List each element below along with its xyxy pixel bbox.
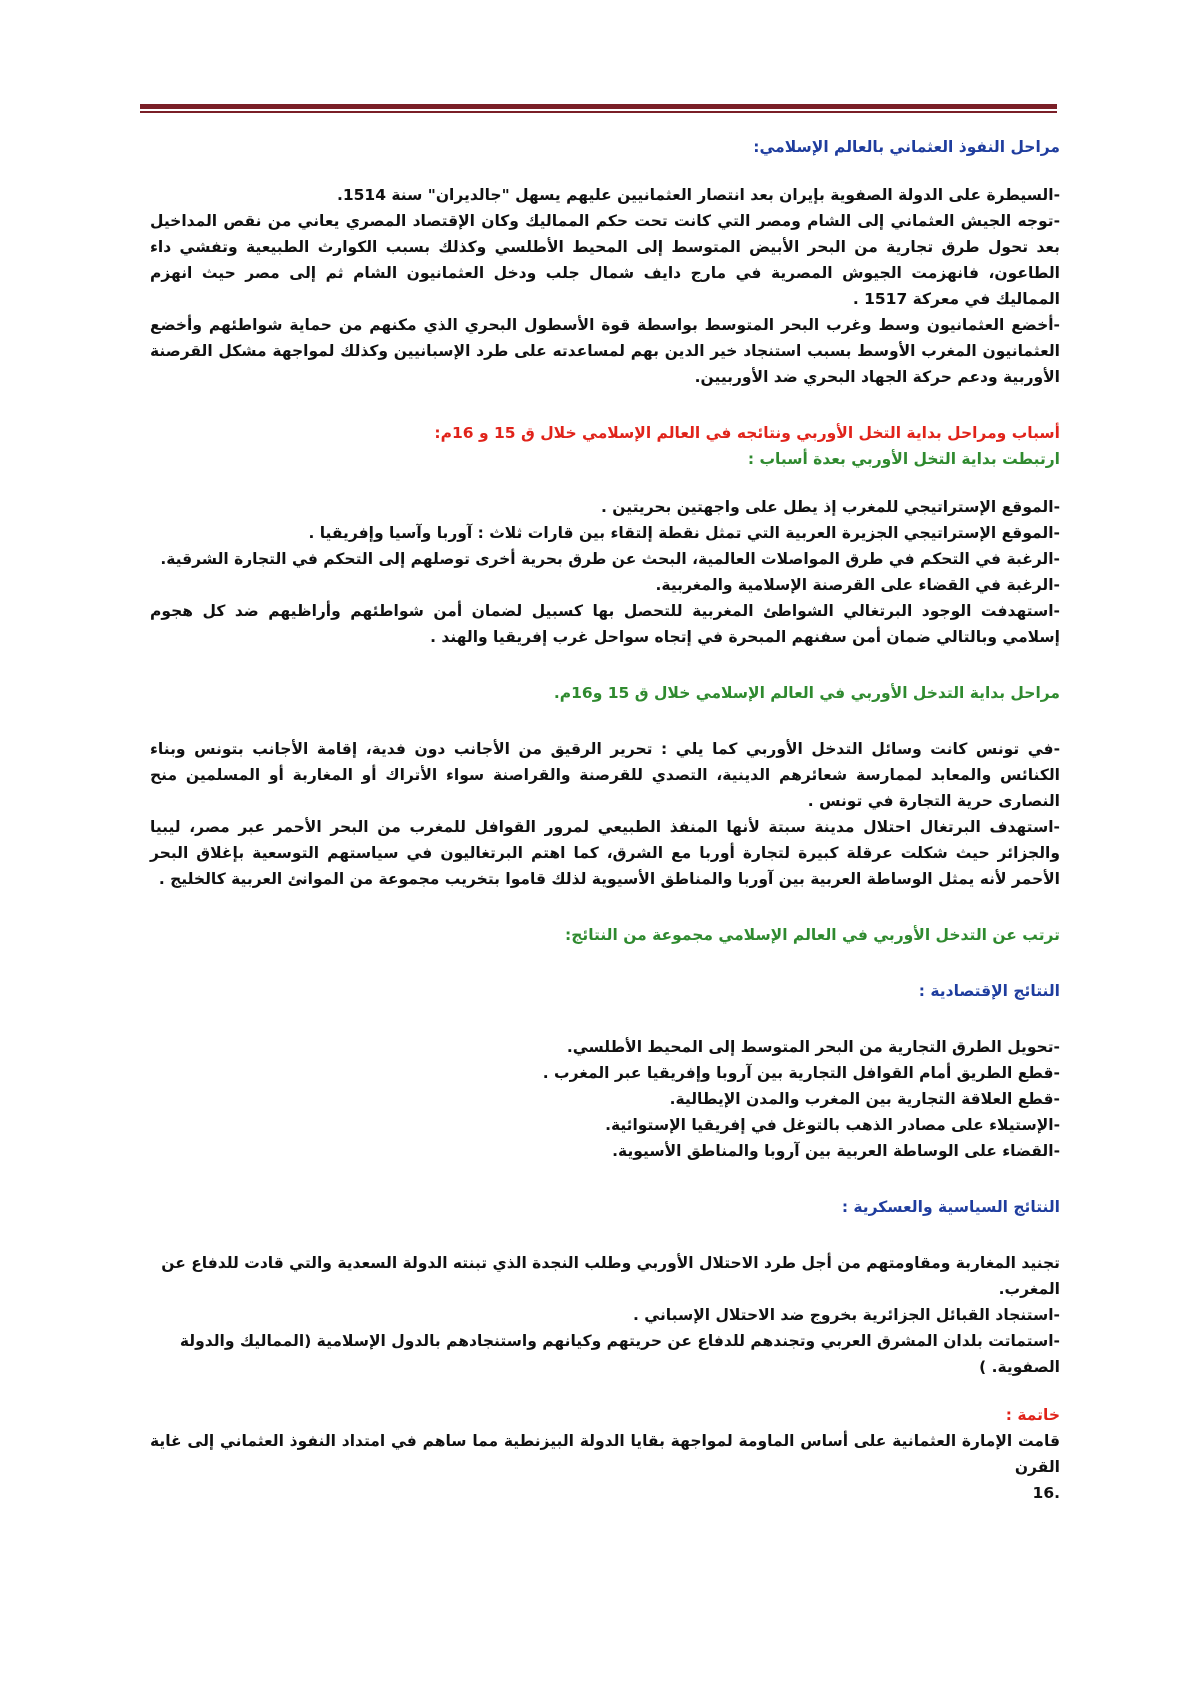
list-item: -قطع الطريق أمام القوافل التجارية بين آروبا وإفريقيا عبر المغرب . xyxy=(542,1064,1060,1082)
list-item: -الموقع الإستراتيجي للمغرب إذ يطل على واجهتين بحريتين . xyxy=(601,498,1060,516)
causes-list xyxy=(150,494,1060,598)
list-item: -استنجاد القبائل الجزائرية بخروج ضد الاحتلال الإسباني . xyxy=(633,1306,1060,1324)
list-item: -تحويل الطرق التجارية من البحر المتوسط إلى المحيط الأطلسي. xyxy=(566,1038,1060,1056)
section-heading-results: ترتب عن التدخل الأوربي في العالم الإسلامي مجموعة من النتائج: xyxy=(565,926,1060,944)
paragraph-tunisia: -في تونس كانت وسائل التدخل الأوربي كما يلي : تحرير الرقيق من الأجانب دون فدية، إقامة الأجانب بتونس وبناء الكنائس والمعابد لممارسة شعائرهم الدينية، التصدي للقرصنة والقراصنة سواء الأتراك أو المغاربة أو المسلمين منح النصارى حرية التجارة في تونس . xyxy=(150,740,1060,810)
paragraph-safavid: -السيطرة على الدولة الصفوية بإيران بعد انتصار العثمانيين عليهم يسهل "جالديران" سنة 1514. xyxy=(336,186,1060,204)
header-rule-thick xyxy=(140,104,1057,109)
list-item: -الرغبة في التحكم في طرق المواصلات العالمية، البحث عن طرق بحرية أخرى توصلهم إلى التحكم في التجارة الشرقية. xyxy=(160,550,1060,568)
list-item: -الموقع الإستراتيجي الجزيرة العربية التي تمثل نقطة إلتقاء بين قارات ثلاث : آوربا وآسيا وإفريقيا . xyxy=(308,524,1060,542)
paragraph-mediterranean: -أخضع العثمانيون وسط وغرب البحر المتوسط بواسطة قوة الأسطول البحري الذي مكنهم من حماية شواطئهم وأخضع العثمانيون المغرب الأوسط بسبب استنجاد خير الدين بهم لمساعدته على طرد الإسبانيين وكذلك لمواجهة مشكل القرصنة الأوربية ودعم حركة الجهاد البحري ضد الأوربيين. xyxy=(150,316,1060,386)
paragraph-sham-egypt: -توجه الجيش العثماني إلى الشام ومصر التي كانت تحت حكم المماليك وكان الإقتصاد المصري يعاني من نقص المداخيل بعد تحول طرق تجارية من البحر الأبيض المتوسط إلى المحيط الأطلسي وكذلك بسبب الكوارث الطبيعية وتفشي داء الطاعون، فانهزمت الجيوش المصرية في مارج دايف شمال جلب ودخل العثمانيون الشام ثم إلى مصر حيث انهزم المماليك في معركة 1517 . xyxy=(150,212,1060,308)
list-item: -الرغبة في القضاء على القرصنة الإسلامية والمغربية. xyxy=(655,576,1060,594)
section-heading-ottoman-stages: مراحل النفوذ العثماني بالعالم الإسلامي: xyxy=(753,138,1060,156)
conclusion-century: .16 xyxy=(1032,1484,1060,1502)
document-body xyxy=(150,134,1060,1506)
list-item: -استماتت بلدان المشرق العربي وتجندهم للدفاع عن حريتهم وكيانهم واستنجادهم بالدول الإسلامية (المماليك والدولة الصفوية. ) xyxy=(179,1332,1060,1376)
list-item: -القضاء على الوساطة العربية بين آروبا والمناطق الأسيوية. xyxy=(612,1142,1060,1160)
section-heading-conclusion: خاتمة : xyxy=(1005,1406,1060,1424)
section-heading-european-causes: أسباب ومراحل بداية التخل الأوربي ونتائجه في العالم الإسلامي خلال ق 15 و 16م: xyxy=(434,424,1060,442)
list-item: -قطع العلاقة التجارية بين المغرب والمدن الإيطالية. xyxy=(669,1090,1060,1108)
list-item: -الإستيلاء على مصادر الذهب بالتوغل في إفريقيا الإستوائية. xyxy=(605,1116,1060,1134)
list-item: تجنيد المغاربة ومقاومتهم من أجل طرد الاحتلال الأوربي وطلب النجدة الذي تبنته الدولة السعدية والتي قادت للدفاع عن المغرب. xyxy=(161,1254,1060,1298)
section-heading-intervention-stages: مراحل بداية التدخل الأوربي في العالم الإسلامي خلال ق 15 و16م. xyxy=(553,684,1060,702)
section-subheading-causes: ارتبطت بداية التخل الأوربي بعدة أسباب : xyxy=(747,450,1060,468)
paragraph-ceuta: -استهدف البرتغال احتلال مدينة سبتة لأنها المنفذ الطبيعي لمرور القوافل للمغرب من البحر الأحمر عبر مصر، ليبيا والجزائر حيث شكلت عرقلة كبيرة لتجارة أوربا مع الشرق، كما اهتم البرتغاليون في سياستهم التوسعية بإغلاق البحر الأحمر لأنه يمثل الوساطة العربية بين آوربا والمناطق الأسيوية لذلك قاموا بتخريب مجموعة من الموانئ العربية كالخليج . xyxy=(150,818,1060,888)
header-rule xyxy=(140,104,1057,113)
political-results-list xyxy=(150,1250,1060,1380)
section-heading-political-results: النتائج السياسية والعسكرية : xyxy=(841,1198,1060,1216)
economic-results-list xyxy=(150,1034,1060,1164)
paragraph-conclusion: قامت الإمارة العثمانية على أساس الماومة لمواجهة بقايا الدولة البيزنطية مما ساهم في امتداد النفوذ العثماني إلى غاية القرن xyxy=(150,1432,1060,1476)
section-heading-economic-results: النتائج الإقتصادية : xyxy=(918,982,1060,1000)
header-rule-thin xyxy=(140,111,1057,113)
paragraph-portuguese-coasts: -استهدفت الوجود البرتغالي الشواطئ المغربية للتحصل بها كسبيل لضمان أمن شواطئهم وأراظيهم ضد كل هجوم إسلامي وبالتالي ضمان أمن سفنهم المبحرة في إتجاه سواحل غرب إفريقيا والهند . xyxy=(150,602,1060,646)
